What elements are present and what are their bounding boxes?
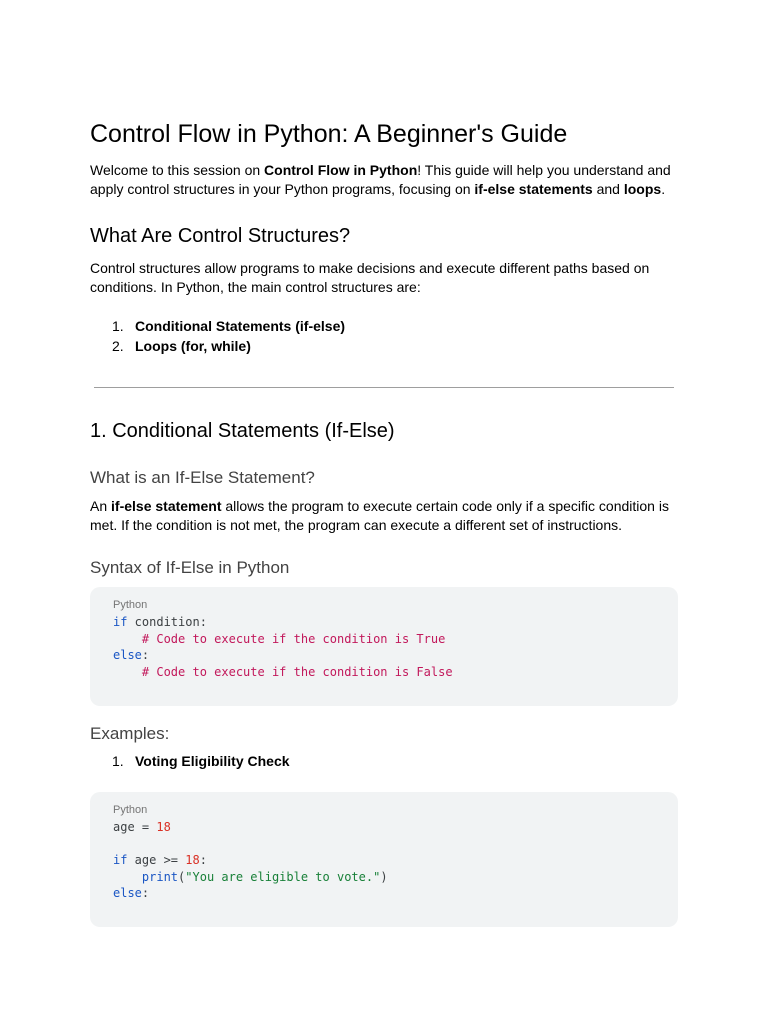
code-token: : — [199, 853, 207, 868]
control-structures-list — [90, 316, 345, 356]
code-token: ( — [178, 869, 186, 884]
code-line — [113, 852, 655, 869]
intro-bold-ifelse: if-else statements — [474, 181, 593, 197]
code-token: else — [113, 648, 142, 663]
code-token: 18 — [185, 853, 200, 868]
code-lines — [113, 614, 655, 680]
examples-list — [90, 751, 290, 771]
code-line — [113, 885, 655, 902]
code-token: if — [113, 853, 128, 868]
code-token: : — [141, 648, 150, 663]
code-lines — [113, 819, 655, 902]
code-token: else — [113, 886, 142, 901]
code-line — [113, 819, 655, 836]
code-token: # Code to execute if the condition is False — [113, 664, 453, 679]
code-language-label: Python — [113, 804, 148, 816]
code-block-voting-example — [90, 792, 678, 927]
list-item — [90, 336, 345, 356]
code-token — [113, 870, 142, 884]
list-item-number: 2. — [112, 338, 124, 354]
code-line — [113, 869, 655, 886]
code-line — [113, 614, 655, 631]
subheading-syntax: Syntax of If-Else in Python — [90, 558, 290, 577]
code-token: # Code to execute if the condition is True — [113, 631, 446, 646]
code-token: 18 — [156, 820, 171, 834]
ifelse-paragraph — [90, 497, 678, 535]
intro-bold-topic: Control Flow in Python — [264, 162, 418, 178]
code-token: "You are eligible to vote." — [185, 869, 381, 884]
code-block-syntax — [90, 587, 678, 706]
ifelse-text-start: An — [90, 498, 112, 514]
list-item-label: Conditional Statements (if-else) — [135, 318, 346, 334]
list-item-label: Loops (for, while) — [135, 338, 251, 354]
control-structures-paragraph: Control structures allow programs to make decisions and execute different paths based on conditions. In Python, the main control structures are: — [90, 260, 650, 295]
list-item-number: 1. — [112, 753, 124, 769]
code-line — [113, 647, 655, 664]
intro-text-and: and — [592, 181, 624, 197]
intro-text-start: Welcome to this session on — [90, 162, 265, 178]
code-token: condition: — [127, 615, 207, 629]
list-item-number: 1. — [112, 318, 124, 334]
intro-text-middle: ! This guide will help you understand and apply control structures in your Python programs, focusing on — [90, 162, 671, 197]
code-token: age >= — [127, 853, 186, 868]
subheading-what-is-ifelse: What is an If-Else Statement? — [90, 468, 315, 487]
code-token: age = — [113, 820, 157, 834]
page-title: Control Flow in Python: A Beginner's Guide — [90, 120, 568, 148]
intro-bold-loops: loops — [623, 181, 662, 197]
code-token: : — [141, 886, 150, 901]
intro-text-end: . — [661, 181, 666, 197]
list-item-label: Voting Eligibility Check — [135, 753, 290, 769]
code-token: if — [113, 615, 128, 629]
horizontal-divider — [94, 387, 674, 388]
code-line — [113, 836, 655, 853]
list-item — [90, 751, 290, 771]
section-heading-control-structures: What Are Control Structures? — [90, 225, 351, 247]
ifelse-text-rest: allows the program to execute certain code only if a specific condition is met. If the condition is not met, the program can execute a different set of instructions. — [90, 498, 669, 533]
intro-paragraph — [90, 161, 678, 199]
ifelse-bold-term: if-else statement — [111, 498, 222, 514]
section-heading-conditional: 1. Conditional Statements (If-Else) — [90, 420, 395, 442]
code-token: print — [141, 869, 179, 884]
code-token: ) — [380, 869, 388, 884]
code-line — [113, 631, 655, 648]
code-language-label: Python — [113, 599, 148, 611]
code-line — [113, 664, 655, 681]
list-item — [90, 316, 345, 336]
subheading-examples: Examples: — [90, 724, 170, 743]
